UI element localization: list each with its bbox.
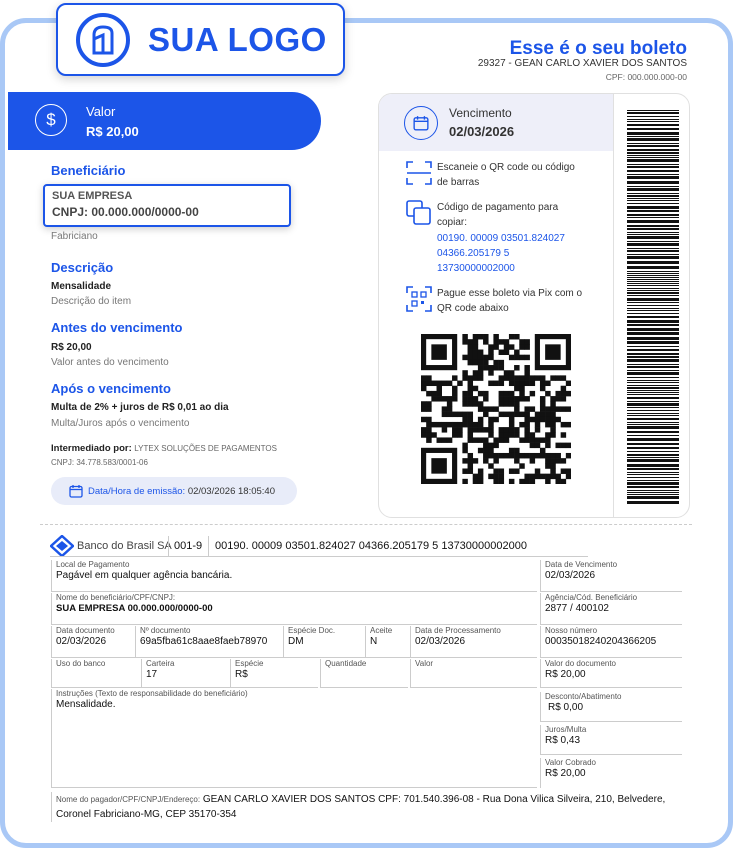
antes-title: Antes do vencimento <box>51 320 183 335</box>
descricao-title: Descrição <box>51 260 114 275</box>
pix-qr-code[interactable] <box>421 334 571 484</box>
antes-value: R$ 20,00 <box>51 342 92 353</box>
apos-value: Multa de 2% + juros de R$ 0,01 ao dia <box>51 402 229 413</box>
payer-line: 29327 - GEAN CARLO XAVIER DOS SANTOS <box>477 58 687 69</box>
beneficiario-box <box>43 184 291 227</box>
vencimento-label: Vencimento <box>449 106 512 120</box>
qtd-label: Quantidade <box>325 659 367 668</box>
vencimento-box <box>379 94 613 151</box>
instrucoes <box>51 689 537 788</box>
local-label: Local de Pagamento <box>56 560 130 569</box>
emissao-value: 02/03/2026 18:05:40 <box>187 485 275 497</box>
agencia-value: 2877 / 400102 <box>545 603 609 614</box>
cobrado-label: Valor Cobrado <box>545 758 596 767</box>
nosso-label: Nosso número <box>545 626 598 635</box>
especie-doc-label: Espécie Doc. <box>288 626 336 635</box>
desconto-label: Desconto/Abatimento <box>545 692 622 701</box>
uso-banco <box>51 659 141 688</box>
datadoc-value: 02/03/2026 <box>56 636 107 647</box>
instr-label: Instruções (Texto de responsabilidade do beneficiário) <box>56 689 248 698</box>
calendar-icon <box>69 484 83 498</box>
scan-icon <box>404 158 434 188</box>
intermediado-name: LYTEX SOLUÇÕES DE PAGAMENTOS <box>134 444 277 453</box>
intermediado <box>51 443 277 454</box>
antes-label: Valor antes do vencimento <box>51 357 169 368</box>
pagador-value2: Coronel Fabriciano-MG, CEP 35170-354 <box>56 809 237 820</box>
intermediado-cnpj: CNPJ: 34.778.583/0001-06 <box>51 458 148 467</box>
nosso-value: 00035018240204366205 <box>545 636 657 647</box>
valor-documento <box>540 659 682 688</box>
agencia-label: Agência/Cód. Beneficiário <box>545 593 638 602</box>
pix-text: Pague esse boleto via Pix com o QR code abaixo <box>437 288 583 314</box>
logo-text: SUA LOGO <box>148 20 327 58</box>
dataproc-label: Data de Processamento <box>415 626 501 635</box>
carteira-value: 17 <box>146 669 158 680</box>
valor-banner <box>8 92 321 150</box>
payment-code-line1[interactable]: 00190. 00009 03501.824027 <box>437 233 565 244</box>
apos-label: Multa/Juros após o vencimento <box>51 418 190 429</box>
dollar-icon: $ <box>35 104 67 136</box>
quantidade <box>320 659 408 688</box>
cut-line <box>40 524 692 525</box>
beneficiario-city: Fabriciano <box>51 231 98 242</box>
ndoc-value: 69a5fba61c8aae8faeb78970 <box>140 636 268 647</box>
valordoc-value: R$ 20,00 <box>545 669 586 680</box>
benef-label: Nome do beneficiário/CPF/CNPJ: <box>56 593 176 602</box>
data-documento <box>51 626 135 658</box>
beneficiario-company: SUA EMPRESA <box>52 190 133 202</box>
data-processamento <box>410 626 537 658</box>
ndoc-label: Nº documento <box>140 626 191 635</box>
calendar-icon <box>404 106 438 140</box>
beneficiario-title: Beneficiário <box>51 163 126 178</box>
cobrado-value: R$ 20,00 <box>545 768 586 779</box>
pix-qr-icon <box>404 284 434 314</box>
copy-icon <box>404 198 434 228</box>
payer-cpf: CPF: 000.000.000-00 <box>605 72 687 82</box>
agencia-field <box>540 593 682 625</box>
carteira-label: Carteira <box>146 659 175 668</box>
local-pagamento <box>51 560 537 592</box>
especie-value: R$ <box>235 669 248 680</box>
desconto-value: R$ 0,00 <box>548 702 584 713</box>
descricao-value: Mensalidade <box>51 281 112 292</box>
payment-code-line2[interactable]: 04366.205179 5 <box>437 248 510 259</box>
numero-documento <box>135 626 283 658</box>
apos-title: Após o vencimento <box>51 381 171 396</box>
dataproc-value: 02/03/2026 <box>415 636 466 647</box>
carteira <box>141 659 230 688</box>
copy-text: Código de pagamento para copiar: <box>437 202 559 228</box>
digitable-line[interactable]: 00190. 00009 03501.824027 04366.205179 5 13730000002000 <box>208 536 533 556</box>
aceite <box>365 626 410 658</box>
nosso-numero <box>540 626 682 658</box>
valor-label: Valor <box>86 104 116 119</box>
especie <box>230 659 318 688</box>
pagador-label: Nome do pagador/CPF/CNPJ/Endereço: <box>56 795 201 804</box>
barcode[interactable] <box>627 110 679 506</box>
local-value: Pagável em qualquer agência bancária. <box>56 570 233 581</box>
valor-value: R$ 20,00 <box>86 124 139 139</box>
vencimento-value: 02/03/2026 <box>449 124 515 139</box>
benef-value: SUA EMPRESA 00.000.000/0000-00 <box>56 603 213 614</box>
bank-code: 001-9 <box>168 536 207 556</box>
banco-do-brasil-icon <box>50 535 74 557</box>
beneficiario-cnpj: CNPJ: 00.000.000/0000-00 <box>52 205 199 219</box>
payment-panel <box>378 93 690 518</box>
logo-icon <box>76 13 130 67</box>
slip-line <box>50 556 588 557</box>
descricao-label: Descrição do item <box>51 296 132 307</box>
datadoc-label: Data documento <box>56 626 115 635</box>
company-logo <box>56 3 345 76</box>
beneficiario-field <box>51 593 537 625</box>
juros-multa <box>540 725 682 755</box>
panel-divider <box>613 94 614 518</box>
pagador-value: GEAN CARLO XAVIER DOS SANTOS CPF: 701.540.396-08 - Rua Dona Vilica Silveira, 210, Belvedere, <box>202 794 666 805</box>
especie-documento <box>283 626 365 658</box>
payment-code-line3[interactable]: 13730000002000 <box>437 263 515 274</box>
pagador <box>51 792 691 822</box>
valor-field <box>410 659 537 688</box>
emissao-label: Data/Hora de emissão: <box>88 485 186 497</box>
page-title: Esse é o seu boleto <box>509 38 687 59</box>
juros-label: Juros/Multa <box>545 725 587 734</box>
especie-doc-value: DM <box>288 636 304 647</box>
aceite-label: Aceite <box>370 626 393 635</box>
valordoc-label: Valor do documento <box>545 659 617 668</box>
emissao-pill <box>51 477 297 505</box>
aceite-value: N <box>370 636 378 647</box>
scan-text: Escaneie o QR code ou código de barras <box>437 162 575 188</box>
data-vencimento-value: 02/03/2026 <box>545 570 596 581</box>
data-vencimento-label: Data de Vencimento <box>545 560 618 569</box>
data-vencimento <box>540 560 682 592</box>
juros-value: R$ 0,43 <box>545 735 581 746</box>
valor-cobrado <box>540 758 682 788</box>
uso-label: Uso do banco <box>56 659 106 668</box>
instr-value: Mensalidade. <box>56 699 116 710</box>
especie-label: Espécie <box>235 659 264 668</box>
intermediado-label: Intermediado por: <box>51 443 132 454</box>
valor-field-label: Valor <box>415 659 434 668</box>
desconto <box>540 692 682 722</box>
bank-name: Banco do Brasil SA <box>77 540 172 552</box>
